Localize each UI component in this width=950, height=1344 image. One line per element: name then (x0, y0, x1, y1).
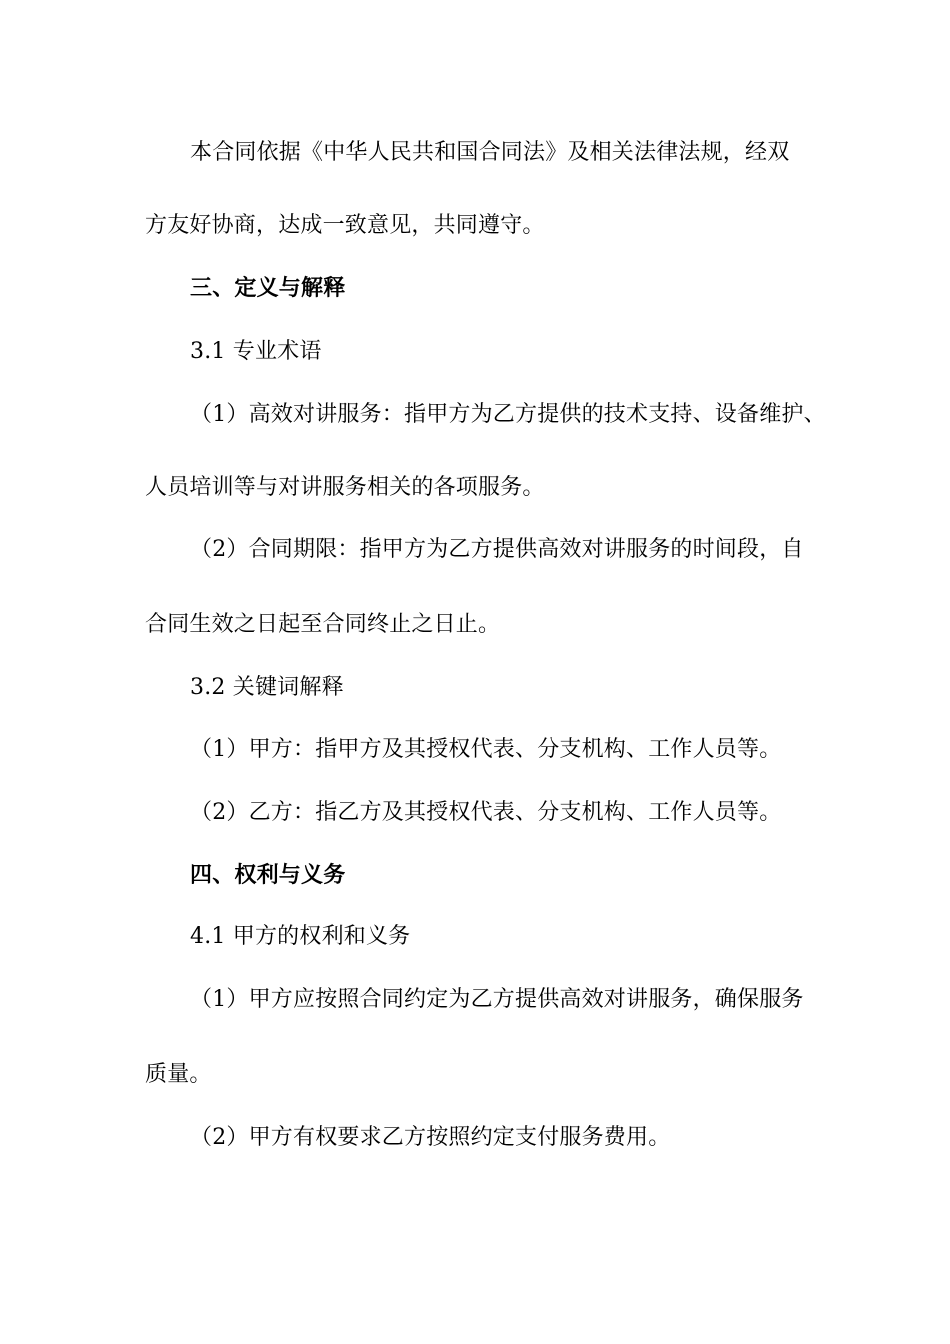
term-1-line-2: 人员培训等与对讲服务相关的各项服务。 (145, 475, 545, 500)
subsection-4-1-heading: 4.1 甲方的权利和义务 (190, 924, 411, 949)
section-4-heading: 四、权利与义务 (190, 862, 346, 888)
obligation-1-line-1: （1）甲方应按照合同约定为乙方提供高效对讲服务，确保服务 (190, 987, 804, 1012)
term-1-line-1: （1）高效对讲服务：指甲方为乙方提供的技术支持、设备维护、 (190, 402, 826, 427)
section-3-heading: 三、定义与解释 (190, 275, 346, 301)
intro-paragraph-line-1: 本合同依据《中华人民共和国合同法》及相关法律法规，经双 (190, 140, 790, 165)
intro-paragraph-line-2: 方友好协商，达成一致意见，共同遵守。 (145, 213, 545, 238)
subsection-3-2-heading: 3.2 关键词解释 (190, 675, 344, 700)
term-2-line-1: （2）合同期限：指甲方为乙方提供高效对讲服务的时间段，自 (190, 537, 804, 562)
term-2-line-2: 合同生效之日起至合同终止之日止。 (145, 612, 501, 637)
keyword-party-a: （1）甲方：指甲方及其授权代表、分支机构、工作人员等。 (190, 737, 782, 762)
obligation-2: （2）甲方有权要求乙方按照约定支付服务费用。 (190, 1125, 671, 1150)
obligation-1-line-2: 质量。 (145, 1062, 212, 1087)
subsection-3-1-heading: 3.1 专业术语 (190, 339, 322, 364)
keyword-party-b: （2）乙方：指乙方及其授权代表、分支机构、工作人员等。 (190, 800, 782, 825)
